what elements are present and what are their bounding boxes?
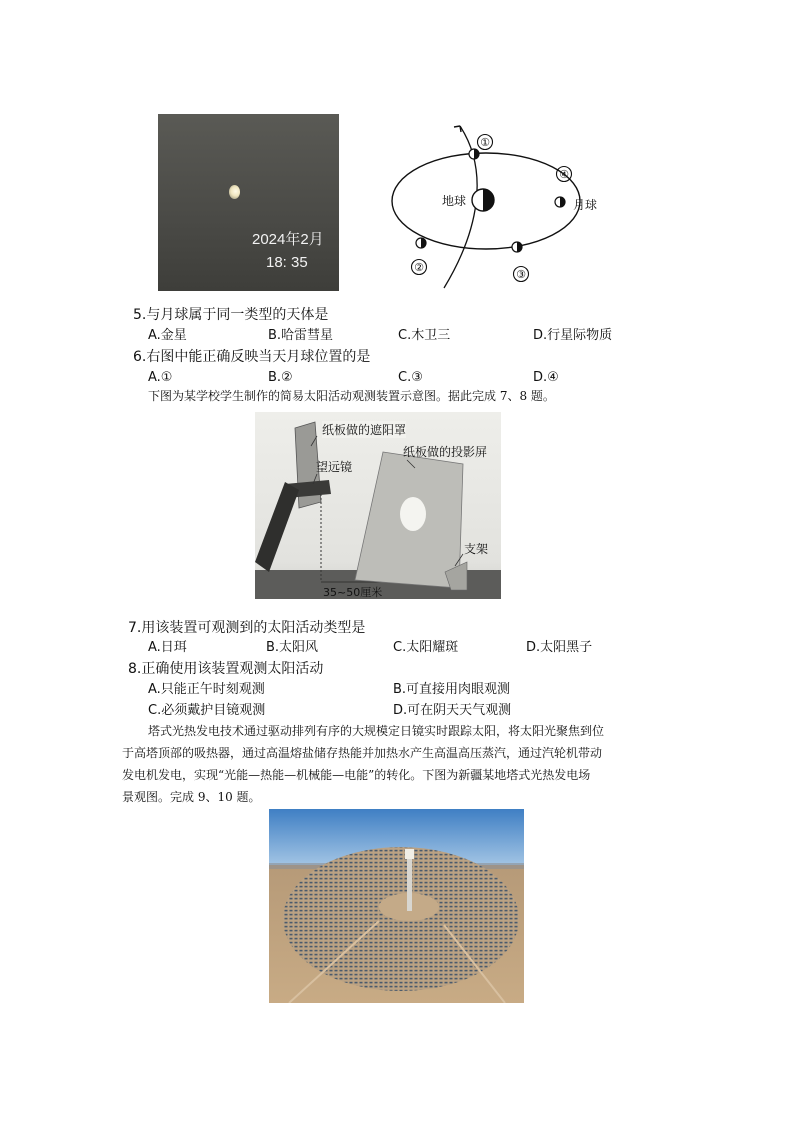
q6-option-a[interactable]: A.①	[148, 370, 173, 385]
earth-icon	[483, 189, 494, 211]
shade-label: 纸板做的遮阳罩	[322, 423, 407, 437]
q6-option-d[interactable]: D.④	[533, 370, 559, 385]
q5-stem: 5.与月球属于同一类型的天体是	[133, 307, 329, 323]
q8-option-d[interactable]: D.可在阴天天气观测	[393, 703, 512, 718]
moon-photo	[158, 114, 339, 291]
intro-7-8: 下图为某学校学生制作的简易太阳活动观测装置示意图。据此完成 7、8 题。	[148, 389, 555, 403]
solar-power-plant-photo	[269, 809, 524, 1003]
moon-label: 月球	[573, 198, 598, 212]
q5-option-d[interactable]: D.行星际物质	[533, 328, 613, 343]
pos3-label: ③	[516, 268, 526, 281]
q8-option-a[interactable]: A.只能正午时刻观测	[148, 682, 265, 697]
q7-option-c[interactable]: C.太阳耀斑	[393, 640, 459, 655]
q6-stem: 6.右图中能正确反映当天月球位置的是	[133, 349, 371, 365]
q5-option-a[interactable]: A.金星	[148, 328, 187, 343]
pos2-label: ②	[414, 261, 424, 274]
earth-label: 地球	[442, 194, 467, 208]
photo-date: 2024年2月	[252, 231, 324, 248]
telescope-label: 望远镜	[316, 460, 353, 474]
moon-orbit-diagram	[388, 112, 604, 290]
q6-option-b[interactable]: B.②	[268, 370, 293, 385]
q6-option-c[interactable]: C.③	[398, 370, 423, 385]
q7-option-a[interactable]: A.日珥	[148, 640, 187, 655]
intro-9-10-line2: 于高塔顶部的吸热器，通过高温熔盐储存热能并加热水产生高温高压蒸汽，通过汽轮机带动	[122, 746, 603, 760]
screen-label: 纸板做的投影屏	[403, 445, 488, 459]
q8-option-c[interactable]: C.必须戴护目镜观测	[148, 703, 266, 718]
q8-option-b[interactable]: B.可直接用肉眼观测	[393, 682, 511, 697]
q7-option-d[interactable]: D.太阳黑子	[526, 640, 593, 655]
pos4-label: ④	[559, 168, 569, 181]
solar-tower	[407, 853, 412, 911]
intro-9-10-line3: 发电机发电，实现“光能—热能—机械能—电能”的转化。下图为新疆某地塔式光热发电场	[122, 768, 591, 782]
moon-in-photo	[229, 185, 240, 199]
pos1-label: ①	[480, 136, 490, 149]
arm	[255, 482, 299, 572]
q7-stem: 7.用该装置可观测到的太阳活动类型是	[128, 620, 366, 636]
stand-label: 支架	[464, 542, 489, 556]
sun-image	[400, 497, 426, 531]
photo-time: 18: 35	[266, 254, 308, 271]
q8-stem: 8.正确使用该装置观测太阳活动	[128, 661, 324, 677]
distance-label: 35~50厘米	[323, 586, 383, 599]
intro-9-10-line1: 塔式光热发电技术通过驱动排列有序的大规模定日镜实时跟踪太阳，将太阳光聚焦到位	[148, 724, 605, 738]
q5-option-b[interactable]: B.哈雷彗星	[268, 328, 334, 343]
intro-9-10-line4: 景观图。完成 9、10 题。	[122, 790, 261, 804]
q7-option-b[interactable]: B.太阳风	[266, 640, 319, 655]
observation-device-figure	[255, 412, 501, 599]
direction-arrow	[454, 126, 461, 132]
q5-option-c[interactable]: C.木卫三	[398, 328, 451, 343]
